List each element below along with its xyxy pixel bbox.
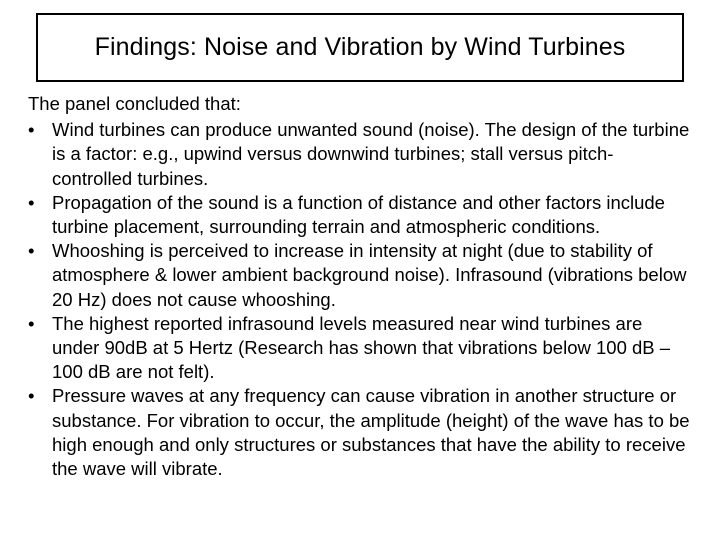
slide-title-box [36, 13, 684, 82]
bullet-icon: • [28, 119, 35, 141]
finding-text: Pressure waves at any frequency can cause vibration in another structure or substance. For vibration to occur, the amplitude (height) of the wave has to be high enough and only structures or substances that have the ability to receive the wave will vibrate. [52, 385, 690, 480]
findings-list [28, 118, 690, 481]
slide-title: Findings: Noise and Vibration by Wind Turbines [94, 33, 626, 61]
bullet-icon: • [28, 312, 35, 334]
bullet-icon: • [28, 385, 35, 407]
bullet-icon: • [28, 240, 35, 262]
slide-body [28, 92, 690, 481]
finding-item [28, 312, 690, 385]
finding-item [28, 384, 690, 481]
finding-item [28, 239, 690, 312]
finding-text: The highest reported infrasound levels measured near wind turbines are under 90dB at 5 Hertz (Research has shown that vibrations below 100 dB – 100 dB are not felt). [52, 312, 671, 383]
finding-text: Propagation of the sound is a function of distance and other factors include turbine placement, surrounding terrain and atmospheric conditions. [52, 191, 665, 238]
finding-text: Whooshing is perceived to increase in intensity at night (due to stability of atmosphere & lower ambient background noise). Infrasound (vibrations below 20 Hz) does not cause whooshing. [52, 240, 687, 310]
finding-item [28, 118, 690, 191]
intro-text: The panel concluded that: [28, 93, 241, 114]
finding-text: Wind turbines can produce unwanted sound (noise). The design of the turbine is a factor: e.g., upwind versus downwind turbines; stall versus pitch-controlled turbines. [52, 119, 690, 189]
bullet-icon: • [28, 191, 35, 213]
finding-item [28, 191, 690, 239]
